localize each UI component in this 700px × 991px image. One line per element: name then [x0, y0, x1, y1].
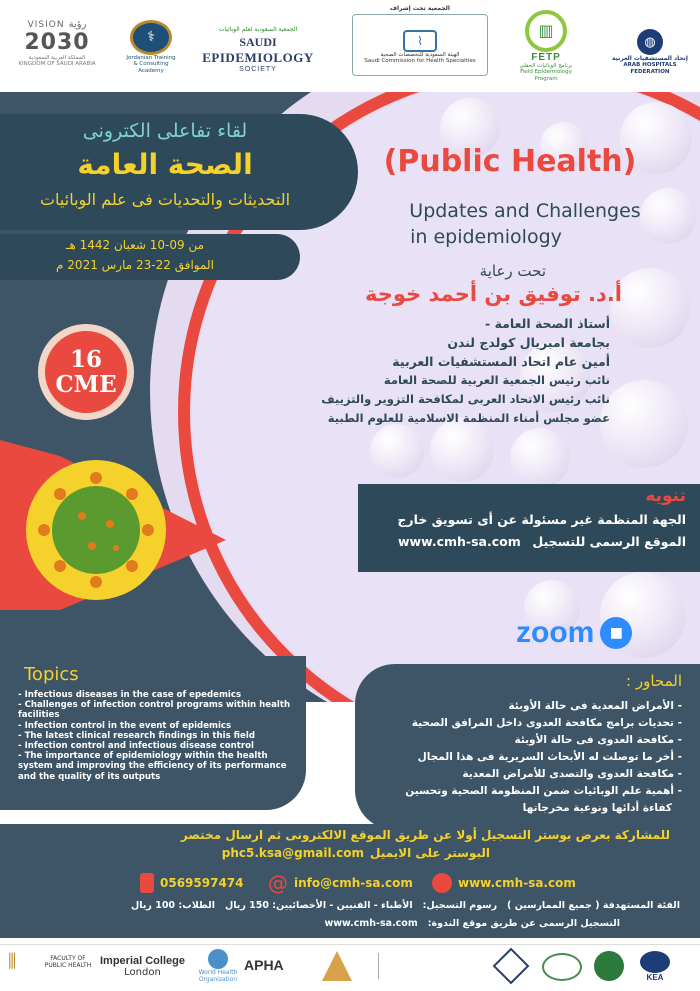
kea-emblem-icon	[640, 951, 670, 973]
participation-line1: للمشاركة بعرض بوستر التسجيل أولا عن طريق الموقع الالكترونى ثم ارسال مختصر	[180, 828, 670, 842]
mahawer-item-cont: كفاءة أدائها ونوعية مخرجاتها	[522, 802, 672, 814]
topic-item: - Infection control and infectious disease control	[18, 741, 254, 752]
reg-official-url[interactable]: www.cmh-sa.com	[324, 918, 418, 929]
imperial-logo	[100, 955, 185, 978]
phone-icon	[140, 873, 154, 893]
fetp-logo	[508, 4, 584, 88]
who-emblem-icon	[208, 949, 228, 969]
fetp-ar: برنامج الوبائيات الحقلي	[519, 62, 573, 69]
virus-icon	[52, 486, 140, 574]
patron-name: أ.د. توفيق بن أحمد خوجة	[365, 282, 622, 306]
partner-logo	[378, 953, 458, 979]
at-icon: @	[268, 871, 288, 895]
partner-logo	[322, 951, 352, 981]
patron-role: نائب رئيس الجمعية العربية للصحة العامة	[383, 373, 610, 387]
patron-role: أستاذ الصحة العامة -	[485, 316, 610, 331]
imperial-city: London	[124, 967, 161, 978]
participation-line2-row	[222, 846, 490, 860]
footer-logos	[0, 944, 700, 991]
epi-line2: EPIDEMIOLOGY	[202, 49, 314, 65]
topic-item: - The latest clinical research findings in this field	[18, 730, 255, 741]
vision-sub: المملكة العربية السعودية	[28, 54, 86, 61]
imperial-name: Imperial College	[100, 955, 185, 967]
patron-role: عضو مجلس أمناء المنظمة الاسلامية للعلوم الطبية	[327, 411, 610, 425]
vision-sub-en: KINGDOM OF SAUDI ARABIA	[18, 61, 96, 67]
header-logos	[0, 0, 700, 92]
notice-box	[358, 484, 700, 572]
topic-item: - Infectious diseases in the case of epedemics	[18, 690, 242, 700]
epi-line1: SAUDI	[239, 34, 277, 49]
globe-icon: ◍	[637, 29, 663, 55]
registration-row2	[324, 918, 620, 929]
mahawer-item: - الأمراض المعدية فى حالة الأوبئة	[508, 700, 682, 712]
patron-role: بجامعة امبريال كولدج لندن	[447, 335, 610, 350]
cme-badge	[38, 324, 134, 420]
mahawer-item: - مكافحة العدوى فى حالة الأوبئة	[514, 734, 682, 746]
topics-heading: Topics	[24, 664, 79, 685]
who-name: World Health Organization	[198, 969, 238, 983]
topic-item: - Challenges of infection control programs within health facilities	[18, 700, 291, 721]
ahf-en: ARAB HOSPITALS FEDERATION	[623, 62, 677, 75]
video-camera-icon: ■	[600, 617, 632, 649]
phone-number: 0569597474	[160, 876, 244, 890]
partner-logo	[542, 953, 582, 981]
who-logo	[194, 949, 242, 983]
patron-role: نائب رئيس الاتحاد العربى لمكافحة التزوير والتزييف	[321, 392, 610, 406]
topic-item: - The importance of epidemiology within the health system and improving the efficiency of its performance and the quality of its outputs	[18, 751, 287, 782]
participation-email[interactable]: phc5.ksa@gmail.com	[221, 846, 364, 860]
patron-label: تحت رعاية	[479, 262, 546, 280]
reg-students: الطلاب: 100 ريال	[131, 900, 215, 911]
cell-bubble	[510, 428, 570, 488]
date-box	[0, 234, 300, 280]
topic-item: - Infection control in the event of epidemics	[18, 720, 232, 731]
vision-2030-logo	[12, 8, 102, 78]
patron-role: أمين عام اتحاد المستشفيات العربية	[392, 354, 610, 369]
mahawer-item: - تحديات برامج مكافحة العدوى داخل المرافق الصحية	[411, 717, 682, 729]
partner-logo	[493, 948, 530, 985]
contact-web-text: www.cmh-sa.com	[458, 876, 576, 890]
pillar-icon: ⫼	[8, 951, 17, 972]
heartbeat-icon: ⌇	[403, 30, 437, 52]
mahawer-heading: المحاور :	[626, 672, 682, 690]
cme-number: 16	[69, 346, 102, 373]
vision-year: 2030	[24, 29, 90, 55]
vision-label: VISION	[27, 19, 65, 30]
arab-hospitals-federation-logo	[604, 26, 696, 78]
reg-fees-label: رسوم التسجيل:	[422, 900, 498, 911]
epi-top-ar: الجمعية السعودية لعلم الوبائيات	[218, 25, 298, 33]
topics-panel	[0, 656, 306, 810]
partner-logo	[594, 951, 624, 981]
ahf-ar: إتحاد المستشفيات العربية	[612, 55, 688, 62]
participation-line2: البوستر على الايميل	[369, 846, 490, 860]
topics-list	[18, 690, 298, 782]
zoom-logo	[516, 616, 632, 650]
scfhs-caption: الجمعية تحت إشراف	[387, 5, 453, 12]
cell-bubble	[610, 268, 690, 348]
mahawer-item: - أخر ما توصلت له الأبحاث السريرية فى هذا المجال	[417, 751, 682, 763]
notice-title: تنويه	[645, 486, 686, 506]
scfhs-name-ar: الهيئة السعودية للتخصصات الصحية	[380, 51, 460, 58]
kea-name: KEA	[646, 973, 664, 982]
fetp-name: FETP	[531, 51, 561, 63]
notice-line2: الموقع الرسمى للتسجيل	[532, 534, 686, 549]
arabic-title-box	[0, 114, 358, 230]
caduceus-icon: ⚕	[130, 20, 172, 55]
subtitle-en-2: in epidemiology	[410, 226, 562, 248]
fph-text-logo: FACULTY OF PUBLIC HEALTH	[44, 955, 92, 969]
registration-info	[0, 898, 700, 938]
mahawer-panel	[355, 664, 700, 830]
patron-roles	[300, 314, 610, 428]
notice-url[interactable]: www.cmh-sa.com	[398, 534, 521, 549]
fetp-en: Field Epidemiology Program	[520, 69, 572, 82]
virus-arrow-graphic	[0, 420, 226, 610]
epi-line3: SOCIETY	[239, 65, 277, 73]
cell-bubble	[600, 380, 688, 468]
scfhs-logo	[352, 5, 488, 76]
participation-band	[0, 824, 700, 868]
reg-target: الفئة المستهدفة ( جميع الممارسين )	[507, 900, 680, 911]
zoom-wordmark: zoom	[516, 616, 595, 649]
vision-arabic: رؤية	[68, 18, 87, 30]
event-type: لقاء تفاعلى الكترونى	[82, 120, 248, 142]
subtitle-ar: التحديثات والتحديات فى علم الوبائيات	[39, 190, 291, 209]
notice-line1: الجهة المنظمة غير مسئولة عن أى تسويق خارج	[397, 512, 686, 527]
contact-phone[interactable]	[140, 873, 244, 893]
registration-row1	[131, 900, 680, 911]
contact-bar	[0, 868, 700, 898]
ptc-logo	[124, 20, 178, 74]
date-hijri: من 09-10 شعبان 1442 هـ	[65, 238, 205, 252]
contact-email[interactable]	[268, 871, 413, 895]
mahawer-item: - أهمية علم الوبائيات ضمن المنظومة الصحية وتحسين	[405, 785, 682, 797]
title-en: (Public Health)	[383, 144, 637, 179]
apha-logo: APHA	[244, 957, 284, 973]
chart-magnifier-icon: ▥	[525, 10, 567, 52]
scfhs-name-en: Saudi Commission for Health Specialties	[364, 58, 476, 64]
reg-doctors: الأطباء - الفنيين - الأخصائيين: 150 ريال	[225, 900, 413, 911]
saudi-epidemiology-society-logo	[190, 20, 326, 78]
fph-logo	[8, 951, 16, 972]
main-panel	[0, 92, 700, 702]
date-greg: الموافق 22-23 مارس 2021 م	[56, 258, 214, 272]
subtitle-en-1: Updates and Challenges	[409, 200, 641, 222]
contact-email-text: info@cmh-sa.com	[294, 876, 413, 890]
contact-web[interactable]	[432, 873, 576, 893]
title-ar: الصحة العامة	[77, 148, 253, 181]
mahawer-list	[362, 698, 682, 817]
reg-official: التسجيل الرسمى عن طريق موقع الندوة:	[427, 918, 620, 929]
cell-bubble	[370, 424, 424, 478]
cme-label: CME	[55, 371, 117, 398]
kea-logo	[640, 951, 670, 982]
globe-icon	[432, 873, 452, 893]
ptc-sub: Jordanian Training & Consulting Academy	[126, 54, 176, 74]
mahawer-item: - مكافحة العدوى والتصدى للأمراض المعدية	[462, 768, 682, 780]
